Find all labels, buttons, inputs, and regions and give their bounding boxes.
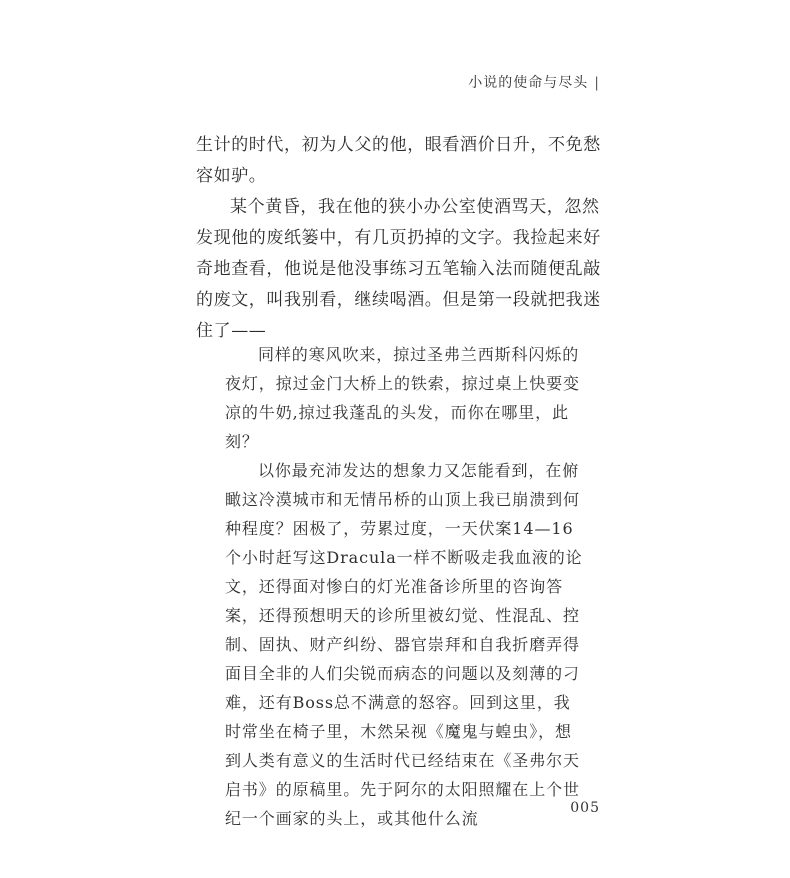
running-title: 小说的使命与尽头 — [468, 75, 589, 91]
page-number: 005 — [570, 800, 600, 816]
quote-paragraph: 同样的寒风吹来，掠过圣弗兰西斯科闪烁的夜灯，掠过金门大桥上的铁索，掠过桌上快要变凉的牛奶,掠过我蓬乱的头发，而你在哪里，此刻？ — [225, 345, 580, 451]
header-separator: | — [594, 75, 600, 91]
running-header — [360, 72, 600, 92]
quoted-passage — [225, 340, 585, 833]
quote-paragraph: 以你最充沛发达的想象力又怎能看到，在俯瞰这冷漠城市和无情吊桥的山顶上我已崩溃到何种程度？困极了，劳累过度，一天伏案14—16个小时赶写这Dracula一样不断吸走我血液的论文，还得面对惨白的灯光准备诊所里的咨询答案，还得预想明天的诊所里被幻觉、性混乱、控制、固执、财产纠纷、器官崇拜和自我折磨弄得面目全非的人们尖锐而病态的问题以及刻薄的刁难，还有Boss总不满意的怒容。回到这里，我时常坐在椅子里，木然呆视《魔鬼与蝗虫》，想到人类有意义的生活时代已经结束在《圣弗尔天启书》的原稿里。先于阿尔的太阳照耀在上个世纪一个画家的头上，或其他什么流 — [225, 461, 583, 828]
main-text — [196, 130, 616, 347]
body-paragraph: 某个黄昏，我在他的狭小办公室使酒骂天，忽然发现他的废纸篓中，有几页扔掉的文字。我捡起来好奇地查看，他说是他没事练习五笔输入法而随便乱敲的废文，叫我别看，继续喝酒。但是第一段就把我迷住了—— — [196, 197, 601, 341]
body-paragraph: 生计的时代，初为人父的他，眼看酒价日升，不免愁容如驴。 — [196, 135, 601, 186]
